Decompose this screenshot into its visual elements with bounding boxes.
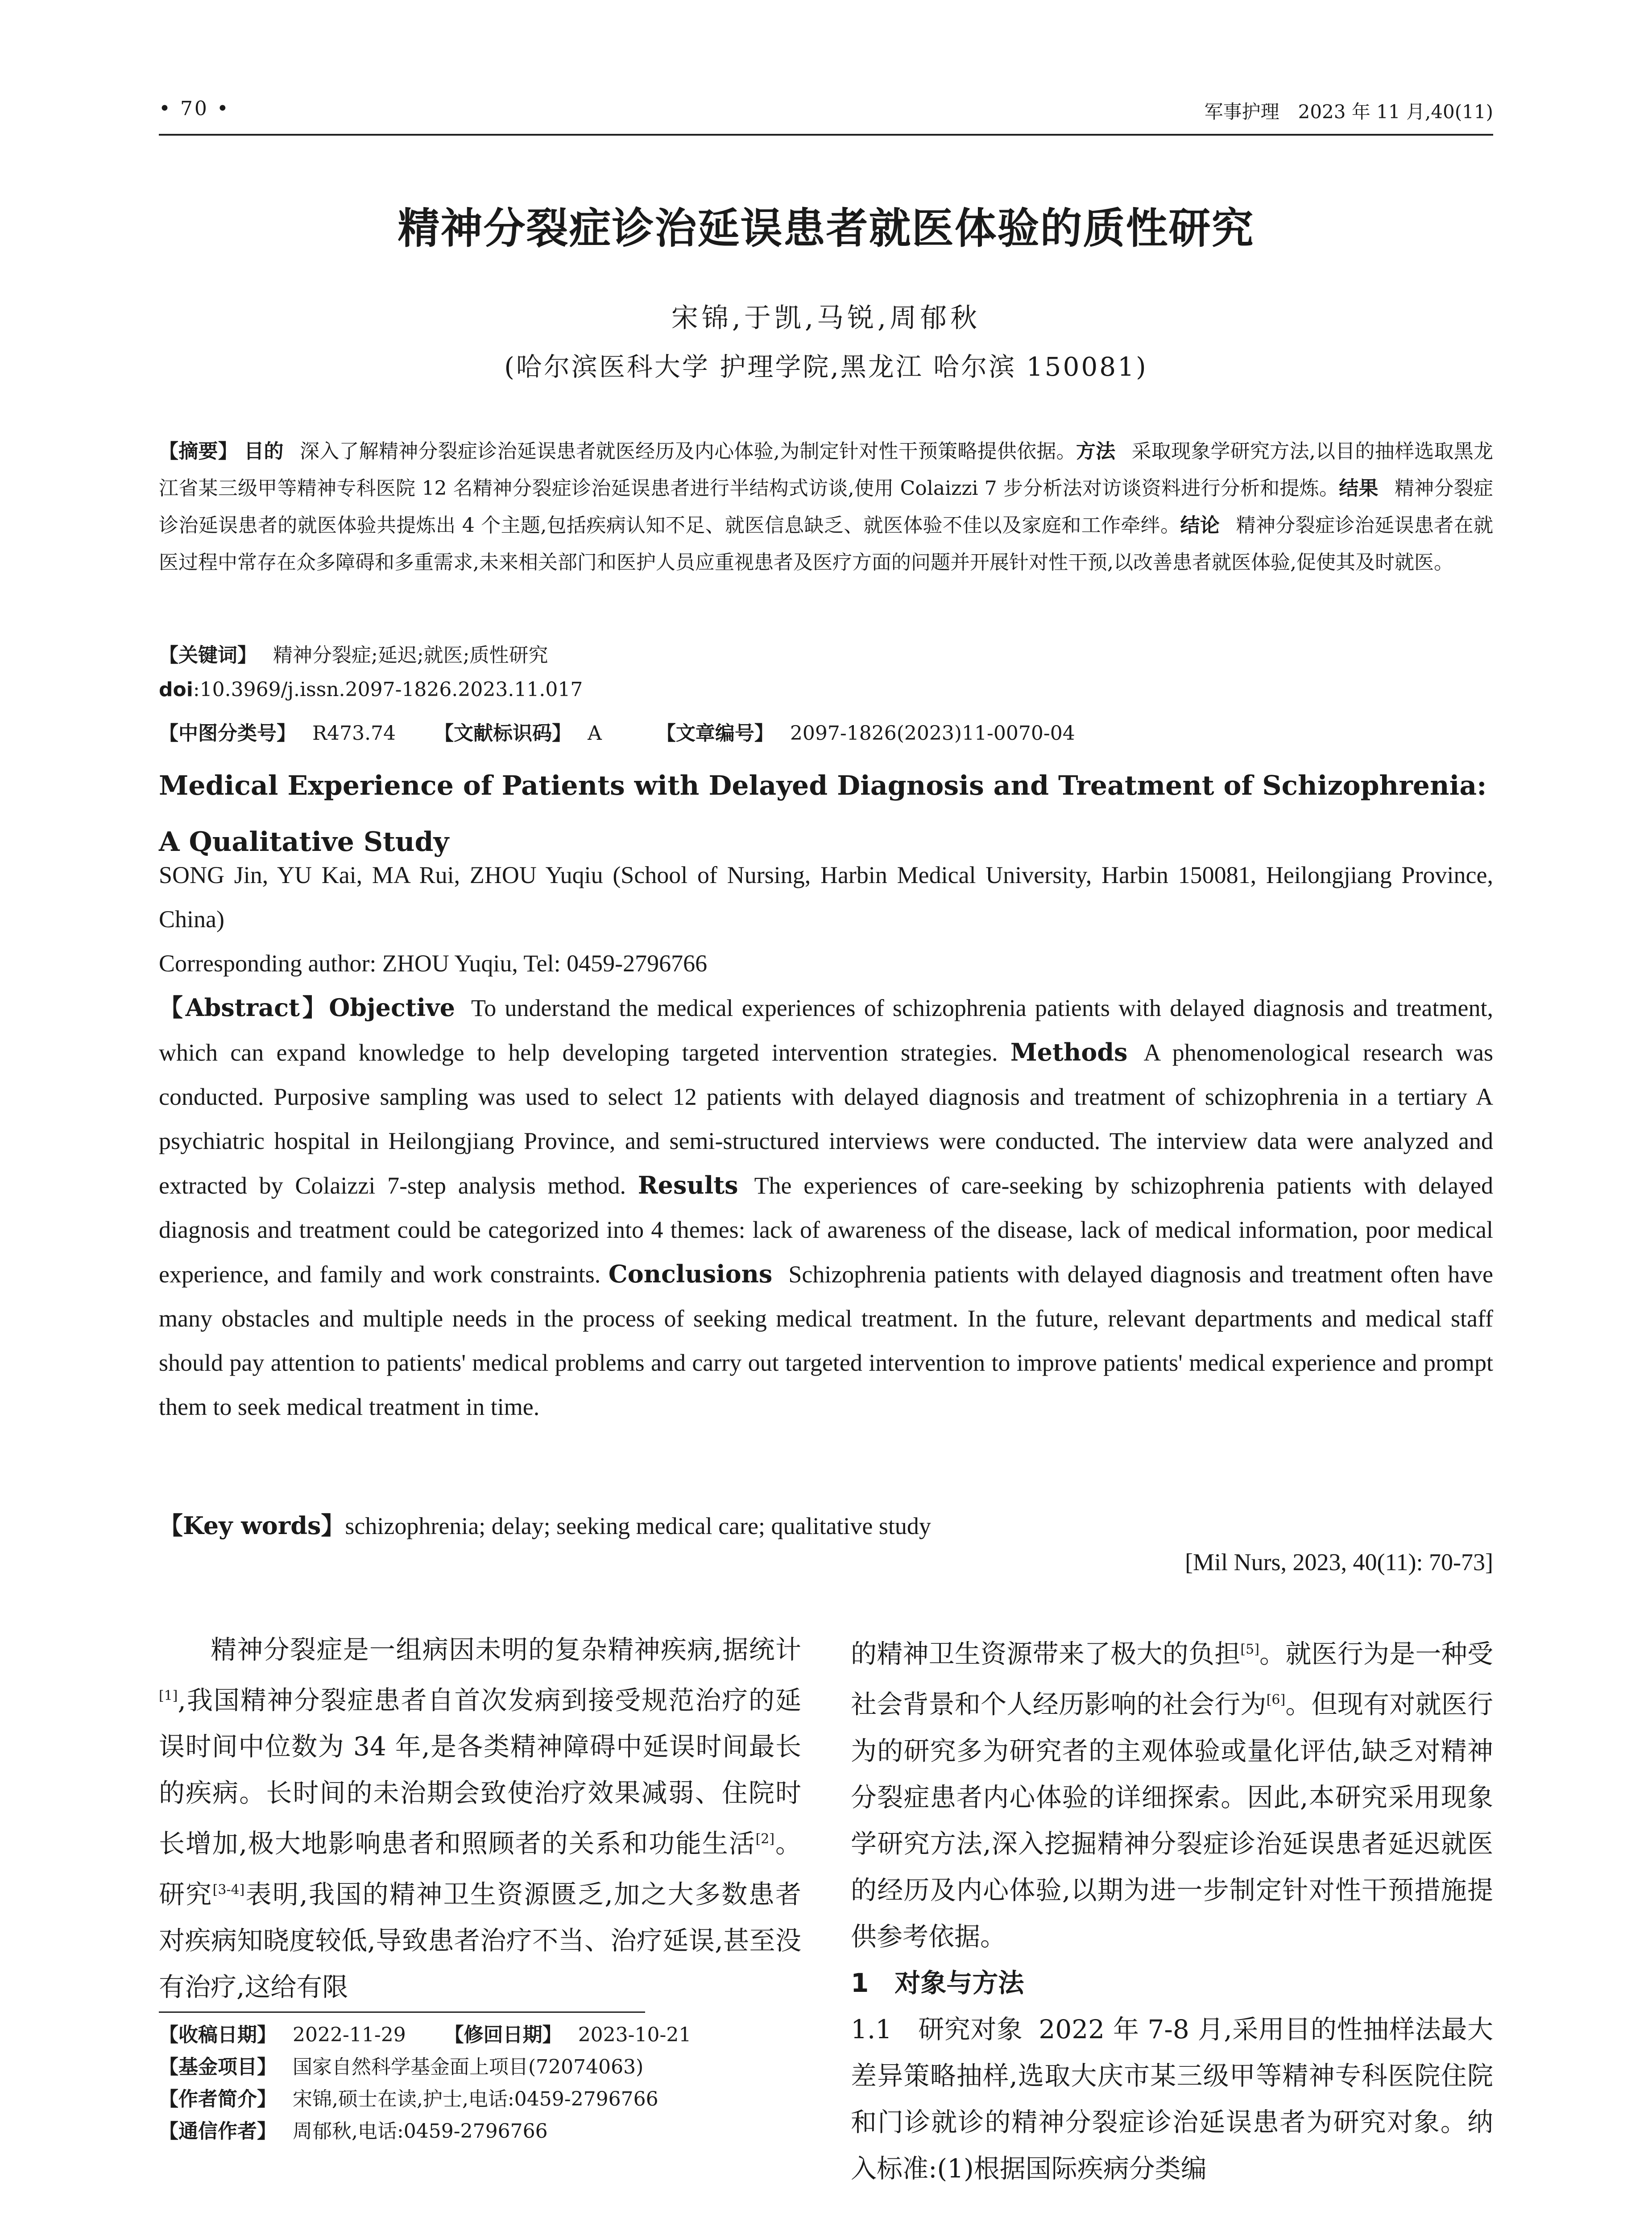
doi-line [159,678,583,701]
doc-code-label: 【文献标识码】 [434,722,572,745]
footnote-divider [159,2011,645,2013]
chinese-abstract [159,433,1493,581]
keywords-en [159,1504,1493,1548]
body-text: 。就医行为是一种受社会背景和个人经历影响的社会行为 [851,1638,1493,1720]
methods-label: 方法 [1076,440,1116,463]
objective-en-text: To understand the medical experiences of schizophrenia patients with delayed diagnosis and treatment, which can expand knowledge to help developing targeted intervention strategies. [159,995,1493,1066]
body-text: 表明,我国的精神卫生资源匮乏,加之大多数患者对疾病知晓度较低,导致患者治疗不当、治疗延误,甚至没有治疗,这给有限 [159,1879,801,2002]
paragraph [851,1626,1493,1960]
body-text: 。研究 [159,1828,801,1909]
received-label: 【收稿日期】 [159,2024,277,2046]
citation: [Mil Nurs, 2023, 40(11): 70-73] [1185,1549,1493,1576]
english-title: Medical Experience of Patients with Delayed Diagnosis and Treatment of Schizophrenia: A Qualitative Study [159,770,1487,858]
keywords-cn [159,639,548,668]
section-heading: 1 对象与方法 [851,1967,1024,1998]
corresponding-label: 【通信作者】 [159,2120,277,2143]
objective-label: 目的 [244,440,284,463]
doi-value[interactable]: :10.3969/j.issn.2097-1826.2023.11.017 [193,678,583,701]
methods-text: 采取现象学研究方法,以目的抽样选取黑龙江省某三级甲等精神专科医院 12 名精神分裂症诊治延误患者进行半结构式访谈,使用 Colaizzi 7 步分析法对访谈资料进行分析和提炼。 [159,440,1493,500]
english-authors: SONG Jin, YU Kai, MA Rui, ZHOU Yuqiu (School of Nursing, Harbin Medical University, Harbin 150081, Heilongjiang Province, China) [159,862,1493,933]
footnote-corresponding [159,2115,548,2148]
author-bio-text: 宋锦,硕士在读,护士,电话:0459-2796766 [293,2088,658,2111]
article-no-value: 2097-1826(2023)11-0070-04 [790,722,1075,745]
conclusion-text: 精神分裂症诊治延误患者在就医过程中常存在众多障碍和多重需求,未来相关部门和医护人员应重视患者及医疗方面的问题并开展针对性干预,以改善患者就医体验,促使其及时就医。 [159,514,1494,574]
corresponding-author: Corresponding author: ZHOU Yuqiu, Tel: 0459-2796766 [159,950,708,977]
body-text: 精神分裂症是一组病因未明的复杂精神疾病,据统计 [211,1634,801,1665]
reference-link[interactable]: [2] [755,1831,775,1847]
revised-label: 【修回日期】 [444,2024,562,2046]
methods-en-label: Methods [1010,1038,1128,1066]
conclusion-label: 结论 [1180,514,1220,537]
reference-link[interactable]: [6] [1266,1692,1286,1708]
english-abstract [159,986,1493,1429]
body-right-column [851,1626,1493,2192]
keywords-en-label: 【Key words】 [159,1511,345,1540]
doi-label: doi [159,678,193,701]
revised-date: 2023-10-21 [578,2024,691,2046]
paragraph [851,2006,1493,2192]
classification-line [159,717,1075,746]
abstract-en-label: 【Abstract】 [159,993,329,1022]
body-text: ,我国精神分裂症患者自首次发病到接受规范治疗的延误时间中位数为 34 年,是各类精神障碍中延误时间最长的疾病。长时间的未治期会致使治疗效果减弱、住院时长增加,极大地影响患者和照顾者的关系和功能生活 [159,1685,801,1859]
footnote-fund [159,2051,643,2083]
conclusions-en-label: Conclusions [608,1260,773,1288]
footnote-dates [159,2019,691,2051]
results-en-label: Results [638,1171,738,1199]
results-text: 精神分裂症诊治延误患者的就医体验共提炼出 4 个主题,包括疾病认知不足、就医信息缺乏、就医体验不佳以及家庭和工作牵绊。 [159,477,1494,537]
objective-en-label: Objective [329,993,455,1022]
methods-en-text: A phenomenological research was conducted. Purposive sampling was used to select 12 patients with delayed diagnosis and treatment of schizophrenia in a tertiary A psychiatric hospital in Heilongjiang Province, and semi-structured interviews were conducted. The interview data were analyzed and extracted by Colaizzi 7-step analysis method. [159,1039,1493,1199]
reference-link[interactable]: [1] [159,1688,178,1704]
received-date: 2022-11-29 [293,2024,406,2046]
fund-text: 国家自然科学基金面上项目(72074063) [293,2056,644,2078]
header-divider [159,134,1493,136]
reference-link[interactable]: [5] [1240,1642,1259,1657]
clc-label: 【中图分类号】 [159,722,296,745]
fund-label: 【基金项目】 [159,2056,277,2078]
abstract-label: 【摘要】 [159,440,238,463]
body-text: 的精神卫生资源带来了极大的负担 [851,1638,1241,1669]
author-bio-label: 【作者简介】 [159,2088,277,2111]
body-left-column [159,1626,801,2010]
doc-code-value: A [588,722,602,745]
results-en-text: The experiences of care-seeking by schizophrenia patients with delayed diagnosis and treatment could be categorized into 4 themes: lack of awareness of the disease, lack of medical information, poor medical experience, and family and work constraints. [159,1172,1494,1288]
article-no-label: 【文章编号】 [656,722,774,745]
body-text: 。但现有对就医行为的研究多为研究者的主观体验或量化评估,缺乏对精神分裂症患者内心体验的详细探索。因此,本研究采用现象学研究方法,深入挖掘精神分裂症诊治延误患者延迟就医的经历及内心体验,以期为进一步制定针对性干预措施提供参考依据。 [851,1689,1493,1952]
subsection-heading: 1.1 研究对象 [851,2014,1023,2044]
author-list: 宋锦,于凯,马锐,周郁秋 [671,303,981,334]
footnote-author [159,2083,658,2115]
results-label: 结果 [1339,477,1379,500]
corresponding-text: 周郁秋,电话:0459-2796766 [293,2120,548,2143]
keywords-label: 【关键词】 [159,644,257,667]
keywords-text: 精神分裂症;延迟;就医;质性研究 [273,644,548,667]
reference-link[interactable]: [3-4] [212,1882,245,1898]
conclusions-en-text: Schizophrenia patients with delayed diagnosis and treatment often have many obstacles and multiple needs in the process of seeking medical treatment. In the future, relevant departments and medical staff should pay attention to patients' medical problems and carry out targeted intervention to improve patients' medical experience and prompt them to seek medical treatment in time. [159,1261,1493,1420]
objective-text: 深入了解精神分裂症诊治延误患者就医经历及内心体验,为制定针对性干预策略提供依据。 [299,440,1076,463]
affiliation: (哈尔滨医科大学 护理学院,黑龙江 哈尔滨 150081) [504,352,1148,382]
keywords-en-text: schizophrenia; delay; seeking medical care; qualitative study [345,1513,931,1539]
journal-issue: 军事护理 2023 年 11 月,40(11) [1204,101,1493,123]
body-text: 2022 年 7-8 月,采用目的性抽样法最大差异策略抽样,选取大庆市某三级甲等精神专科医院住院和门诊就诊的精神分裂症诊治延误患者为研究对象。纳入标准:(1)根据国际疾病分类编 [851,2014,1493,2184]
paper-title: 精神分裂症诊治延误患者就医体验的质性研究 [397,204,1255,253]
clc-value: R473.74 [312,722,396,745]
page-number: • 70 • [159,97,230,120]
